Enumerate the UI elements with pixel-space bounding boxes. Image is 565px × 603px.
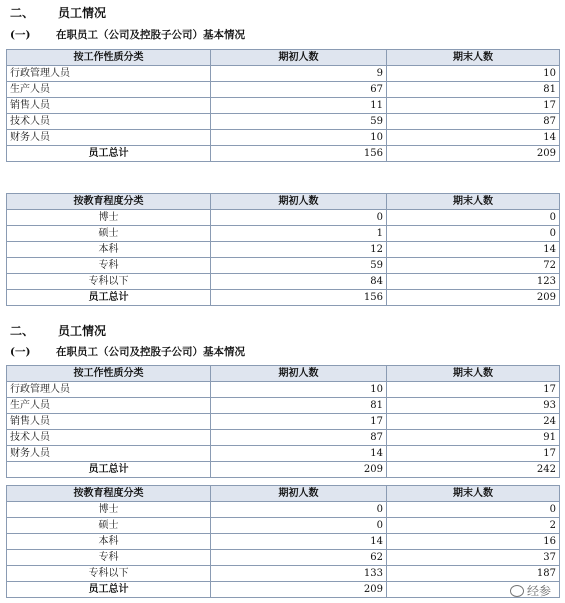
row-label: 专科 (7, 550, 211, 566)
row-label: 财务人员 (7, 130, 211, 146)
section-1-subheading (10, 27, 245, 42)
column-header: 期初人数 (211, 194, 387, 210)
total-value: 209 (387, 290, 560, 306)
wechat-icon (510, 585, 524, 597)
cell-value: 72 (387, 258, 560, 274)
cell-value: 17 (387, 98, 560, 114)
column-header: 按工作性质分类 (7, 50, 211, 66)
cell-value: 17 (387, 382, 560, 398)
row-label: 硕士 (7, 518, 211, 534)
table-header-row (7, 366, 560, 382)
row-label: 财务人员 (7, 446, 211, 462)
cell-value: 0 (387, 226, 560, 242)
total-row (7, 462, 560, 478)
table-row (7, 242, 560, 258)
cell-value: 0 (387, 210, 560, 226)
table-s2-work-type (6, 365, 559, 478)
total-value: 209 (211, 462, 387, 478)
cell-value: 14 (387, 242, 560, 258)
table-header-row (7, 486, 560, 502)
cell-value: 62 (211, 550, 387, 566)
table-header-row (7, 50, 560, 66)
cell-value: 0 (387, 502, 560, 518)
cell-value: 0 (211, 518, 387, 534)
total-label: 员工总计 (7, 582, 211, 598)
table-s1-education (6, 193, 559, 306)
cell-value: 87 (387, 114, 560, 130)
row-label: 硕士 (7, 226, 211, 242)
row-label: 本科 (7, 242, 211, 258)
section-1-heading (10, 4, 106, 21)
row-label: 生产人员 (7, 82, 211, 98)
row-label: 技术人员 (7, 114, 211, 130)
section-1-subheading-text: 在职员工（公司及控股子公司）基本情况 (56, 29, 245, 41)
cell-value: 24 (387, 414, 560, 430)
total-row (7, 146, 560, 162)
cell-value: 14 (211, 534, 387, 550)
cell-value: 10 (387, 66, 560, 82)
row-label: 行政管理人员 (7, 66, 211, 82)
cell-value: 123 (387, 274, 560, 290)
table-s1-work-type (6, 49, 559, 162)
table-row (7, 130, 560, 146)
cell-value: 11 (211, 98, 387, 114)
table-row (7, 534, 560, 550)
cell-value: 81 (211, 398, 387, 414)
table-row (7, 550, 560, 566)
table-row (7, 398, 560, 414)
cell-value: 67 (211, 82, 387, 98)
cell-value: 12 (211, 242, 387, 258)
watermark-text: 经参 (526, 584, 551, 598)
cell-value: 84 (211, 274, 387, 290)
cell-value: 10 (211, 130, 387, 146)
column-header: 期末人数 (387, 486, 560, 502)
total-value: 156 (211, 290, 387, 306)
cell-value: 133 (211, 566, 387, 582)
total-label: 员工总计 (7, 290, 211, 306)
section-1-heading-text: 员工情况 (58, 6, 107, 20)
row-label: 销售人员 (7, 414, 211, 430)
row-label: 专科以下 (7, 566, 211, 582)
cell-value: 87 (211, 430, 387, 446)
table-row (7, 566, 560, 582)
table-row (7, 274, 560, 290)
section-1-heading-number: 二、 (10, 6, 35, 20)
table-row (7, 114, 560, 130)
table-header-row (7, 194, 560, 210)
total-label: 员工总计 (7, 462, 211, 478)
column-header: 期初人数 (211, 50, 387, 66)
table-row (7, 414, 560, 430)
data-table (6, 485, 560, 598)
cell-value: 17 (387, 446, 560, 462)
cell-value: 0 (211, 502, 387, 518)
cell-value: 91 (387, 430, 560, 446)
column-header: 期末人数 (387, 50, 560, 66)
watermark (510, 582, 551, 599)
column-header: 按教育程度分类 (7, 486, 211, 502)
row-label: 专科以下 (7, 274, 211, 290)
section-2-heading-text: 员工情况 (58, 324, 107, 338)
cell-value: 37 (387, 550, 560, 566)
table-row (7, 502, 560, 518)
column-header: 按工作性质分类 (7, 366, 211, 382)
total-row (7, 290, 560, 306)
total-label: 员工总计 (7, 146, 211, 162)
section-2-heading (10, 322, 106, 339)
row-label: 生产人员 (7, 398, 211, 414)
cell-value: 187 (387, 566, 560, 582)
table-row (7, 210, 560, 226)
cell-value: 93 (387, 398, 560, 414)
section-2-heading-number: 二、 (10, 324, 35, 338)
data-table (6, 49, 560, 162)
row-label: 博士 (7, 210, 211, 226)
table-row (7, 226, 560, 242)
cell-value: 0 (211, 210, 387, 226)
total-value: 156 (211, 146, 387, 162)
table-row (7, 66, 560, 82)
table-row (7, 258, 560, 274)
cell-value: 9 (211, 66, 387, 82)
column-header: 期末人数 (387, 194, 560, 210)
table-row (7, 382, 560, 398)
cell-value: 17 (211, 414, 387, 430)
row-label: 技术人员 (7, 430, 211, 446)
cell-value: 10 (211, 382, 387, 398)
data-table (6, 365, 560, 478)
cell-value: 16 (387, 534, 560, 550)
row-label: 销售人员 (7, 98, 211, 114)
section-2-subheading-text: 在职员工（公司及控股子公司）基本情况 (56, 346, 245, 358)
cell-value: 81 (387, 82, 560, 98)
table-row (7, 518, 560, 534)
table-row (7, 446, 560, 462)
section-2-subheading-number: (一) (10, 346, 31, 358)
cell-value: 59 (211, 114, 387, 130)
cell-value: 14 (211, 446, 387, 462)
total-value: 242 (387, 462, 560, 478)
cell-value: 59 (211, 258, 387, 274)
column-header: 期初人数 (211, 486, 387, 502)
section-1-subheading-number: (一) (10, 29, 31, 41)
cell-value: 14 (387, 130, 560, 146)
row-label: 本科 (7, 534, 211, 550)
table-row (7, 430, 560, 446)
total-row (7, 582, 560, 598)
row-label: 博士 (7, 502, 211, 518)
column-header: 期末人数 (387, 366, 560, 382)
column-header: 期初人数 (211, 366, 387, 382)
data-table (6, 193, 560, 306)
table-row (7, 82, 560, 98)
total-value: 209 (211, 582, 387, 598)
section-2-subheading (10, 344, 245, 359)
total-value: 209 (387, 146, 560, 162)
row-label: 行政管理人员 (7, 382, 211, 398)
cell-value: 2 (387, 518, 560, 534)
table-row (7, 98, 560, 114)
cell-value: 1 (211, 226, 387, 242)
column-header: 按教育程度分类 (7, 194, 211, 210)
row-label: 专科 (7, 258, 211, 274)
table-s2-education (6, 485, 559, 598)
